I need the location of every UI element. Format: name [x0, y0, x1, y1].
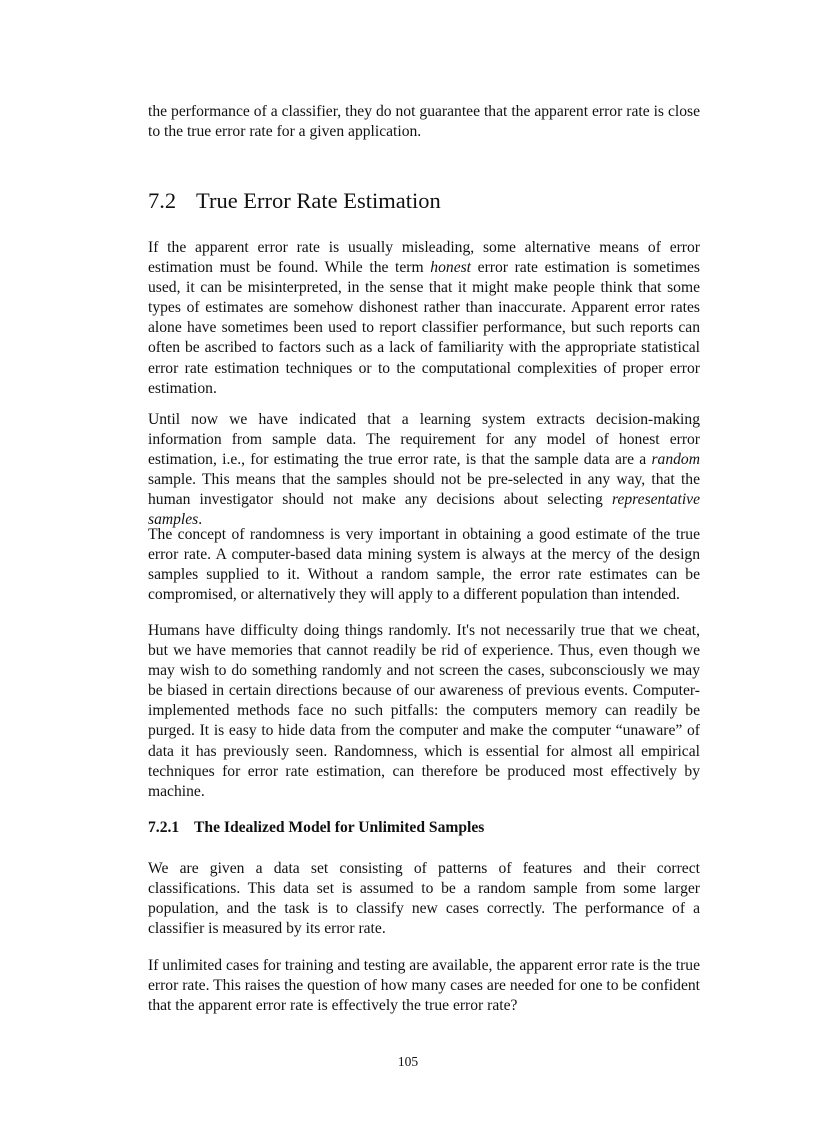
paragraph-6-text: If unlimited cases for training and testing are available, the apparent error rate is the true error rate. This raises the question of how many cases are needed for one to be confident that the apparent error rate is effectively the true error rate? [148, 957, 700, 1015]
section-heading [148, 187, 700, 215]
carryover-paragraph [148, 102, 700, 142]
paragraph-4 [148, 621, 700, 802]
subsection-number: 7.2.1 [148, 819, 180, 836]
paragraph-1-text-b: error rate estimation is sometimes used, it can be misinterpreted, in the sense that it might make people think that some types of estimates are somehow dishonest rather than inaccurate. Apparent error rates alone have sometimes been used to report classifier performance, but such reports can often be ascribed to factors such as a lack of familiarity with the appropriate statistical error rate estimation techniques or to the computational complexities of proper error estimation. [148, 259, 700, 397]
section-title: True Error Rate Estimation [196, 188, 441, 213]
paragraph-5-text: We are given a data set consisting of patterns of features and their correct classifications. This data set is assumed to be a random sample from some larger population, and the task is to classify new cases correctly. The performance of a classifier is measured by its error rate. [148, 860, 700, 938]
paragraph-2 [148, 410, 700, 531]
paragraph-2-emphasis-random: random [651, 451, 700, 469]
paragraph-2-text-c: . [198, 511, 203, 529]
carryover-text: the performance of a classifier, they do not guarantee that the apparent error rate is close to the true error rate for a given application. [148, 103, 700, 141]
section-number: 7.2 [148, 188, 177, 213]
paragraph-5 [148, 859, 700, 939]
subsection-title: The Idealized Model for Unlimited Samples [194, 819, 485, 836]
paragraph-6 [148, 956, 700, 1016]
paragraph-1-emphasis: honest [430, 259, 472, 277]
paragraph-1 [148, 238, 700, 399]
paragraph-4-text: Humans have difficulty doing things randomly. It's not necessarily true that we cheat, but we have memories that cannot readily be rid of experience. Thus, even though we may wish to do something randomly and not screen the cases, subconsciously we may be biased in certain directions because of our awareness of previous events. Computer-implemented methods face no such pitfalls: the computers memory can readily be purged. It is easy to hide data from the computer and make the computer “unaware” of data it has previously seen. Randomness, which is essential for almost all empirical techniques for error rate estimation, can therefore be produced most effectively by machine. [148, 622, 700, 800]
paragraph-3 [148, 525, 700, 605]
paragraph-3-text: The concept of randomness is very important in obtaining a good estimate of the true error rate. A computer-based data mining system is always at the mercy of the design samples supplied to it. Without a random sample, the error rate estimates can be compromised, or alternatively they will apply to a different population than intended. [148, 526, 700, 604]
subsection-heading [148, 818, 700, 838]
paragraph-1-text-a: If the apparent error rate is usually misleading, some alternative means of error estimation must be found. While the term [148, 239, 700, 277]
paragraph-2-text-b: sample. This means that the samples should not be pre-selected in any way, that the human investigator should not make any decisions about selecting [148, 471, 700, 509]
paragraph-2-emphasis-samples: representative samples [148, 491, 700, 529]
page-number: 105 [397, 1054, 419, 1069]
paragraph-2-text-a: Until now we have indicated that a learning system extracts decision-making information from sample data. The requirement for any model of honest error estimation, i.e., for estimating the true error rate, is that the sample data are a [148, 411, 700, 469]
